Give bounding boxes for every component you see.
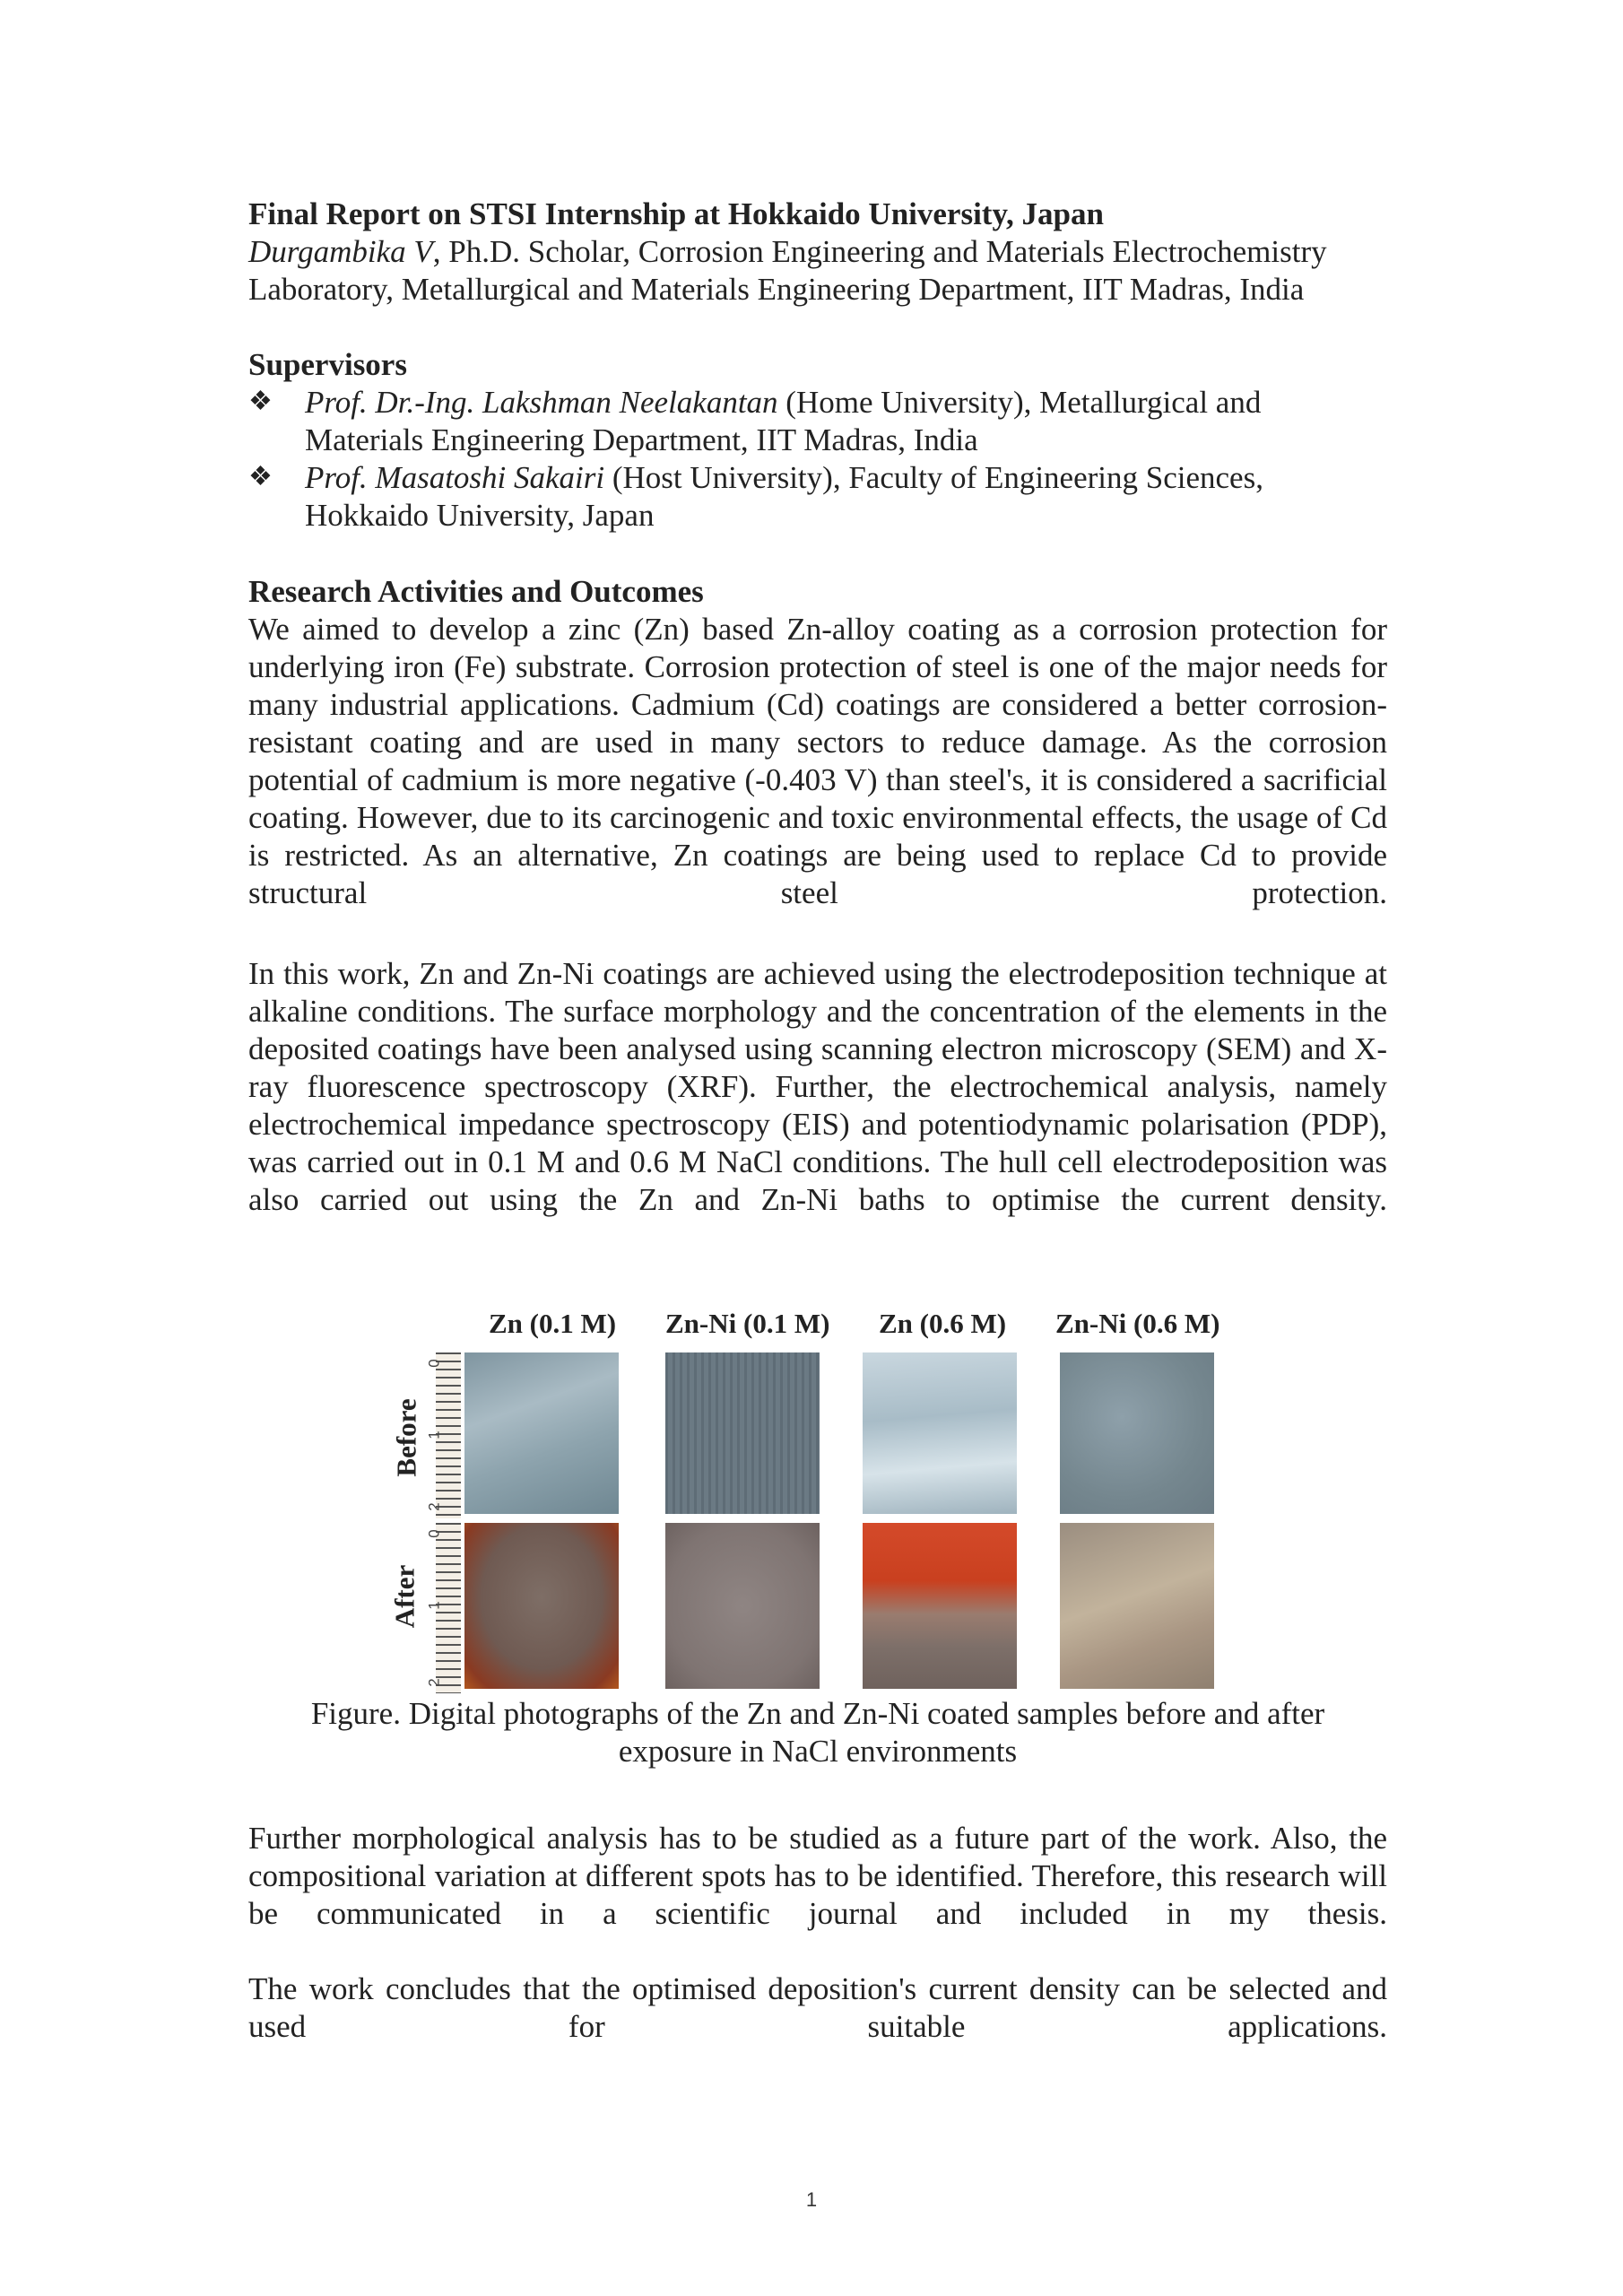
- sample-photo-before-znni-01: [665, 1352, 820, 1514]
- author-affiliation: , Ph.D. Scholar, Corrosion Engineering and Materials Electrochemistry: [432, 234, 1327, 269]
- bullet-icon: ❖: [248, 387, 273, 416]
- scale-ruler: 0 1 2: [430, 1523, 461, 1693]
- column-label: Zn-Ni (0.1 M): [665, 1308, 830, 1339]
- figure-caption: Figure. Digital photographs of the Zn and Zn-Ni coated samples before and after exposure in NaCl environments: [310, 1696, 1325, 1769]
- supervisor-affiliation: (Host University), Faculty of Engineering Sciences,: [604, 460, 1263, 495]
- author-name: Durgambika V: [248, 234, 433, 269]
- row-label: After: [388, 1564, 421, 1629]
- research-paragraph-1: We aimed to develop a zinc (Zn) based Zn-alloy coating as a corrosion protection for underlying iron (Fe) substrate. Corrosion protection of steel is one of the major needs for many industrial applications. Cadmium (Cd) coatings are considered a better corrosion-resistant coating and are used in many sectors to reduce damage. As the corrosion potential of cadmium is more negative (-0.403 V) than steel's, it is considered a sacrificial coating. However, due to its carcinogenic and toxic environmental effects, the usage of Cd is restricted. As an alternative, Zn coatings are being used to replace Cd to provide structural steel protection.: [248, 612, 1387, 910]
- supervisor-name: Prof. Masatoshi Sakairi: [305, 460, 605, 495]
- report-title: Final Report on STSI Internship at Hokkaido University, Japan: [248, 196, 1104, 231]
- sample-photo-after-zn-01: [464, 1523, 619, 1689]
- research-paragraph-2: In this work, Zn and Zn-Ni coatings are achieved using the electrodeposition technique at alkaline conditions. The surface morphology and the concentration of the elements in the deposited coatings have been analysed using scanning electron microscopy (SEM) and X-ray fluorescence spectroscopy (XRF). Further, the electrochemical analysis, namely electrochemical impedance spectroscopy (EIS) and potentiodynamic polarisation (PDP), was carried out in 0.1 M and 0.6 M NaCl conditions. The hull cell electrodeposition was also carried out using the Zn and Zn-Ni baths to optimise the current density.: [248, 956, 1387, 1217]
- sample-photo-after-zn-06: [863, 1523, 1017, 1689]
- sample-photo-figure: [377, 1300, 1273, 1695]
- page-number: 1: [805, 2188, 818, 2211]
- column-label: Zn (0.1 M): [489, 1308, 617, 1339]
- supervisor-item-1: [305, 384, 1417, 459]
- column-label: Zn-Ni (0.6 M): [1055, 1308, 1220, 1339]
- supervisor-item-2: [305, 459, 1417, 535]
- supervisor-affiliation: (Home University), Metallurgical and: [777, 385, 1262, 420]
- scale-ruler: 0 1 2: [430, 1352, 461, 1518]
- sample-photo-before-zn-06: [863, 1352, 1017, 1514]
- supervisor-affiliation-line2: Materials Engineering Department, IIT Madras, India: [305, 422, 978, 457]
- bullet-icon: ❖: [248, 462, 273, 491]
- supervisors-heading: Supervisors: [248, 347, 407, 382]
- sample-photo-before-zn-01: [464, 1352, 619, 1514]
- sample-photo-before-znni-06: [1060, 1352, 1214, 1514]
- author-line-1: [248, 233, 1387, 271]
- supervisor-name: Prof. Dr.-Ing. Lakshman Neelakantan: [305, 385, 778, 420]
- sample-photo-after-znni-06: [1060, 1523, 1214, 1689]
- sample-photo-after-znni-01: [665, 1523, 820, 1689]
- conclusion-paragraph-2: The work concludes that the optimised deposition's current density can be selected and used for suitable applications.: [248, 1971, 1387, 2044]
- supervisor-affiliation-line2: Hokkaido University, Japan: [305, 498, 655, 533]
- research-heading: Research Activities and Outcomes: [248, 574, 704, 609]
- column-label: Zn (0.6 M): [879, 1308, 1007, 1339]
- author-line-2: Laboratory, Metallurgical and Materials Engineering Department, IIT Madras, India: [248, 272, 1305, 307]
- row-label: Before: [390, 1398, 422, 1477]
- conclusion-paragraph-1: Further morphological analysis has to be studied as a future part of the work. Also, the compositional variation at different spots has to be identified. Therefore, this research will be communicated in a scientific journal and included in my thesis.: [248, 1821, 1387, 1931]
